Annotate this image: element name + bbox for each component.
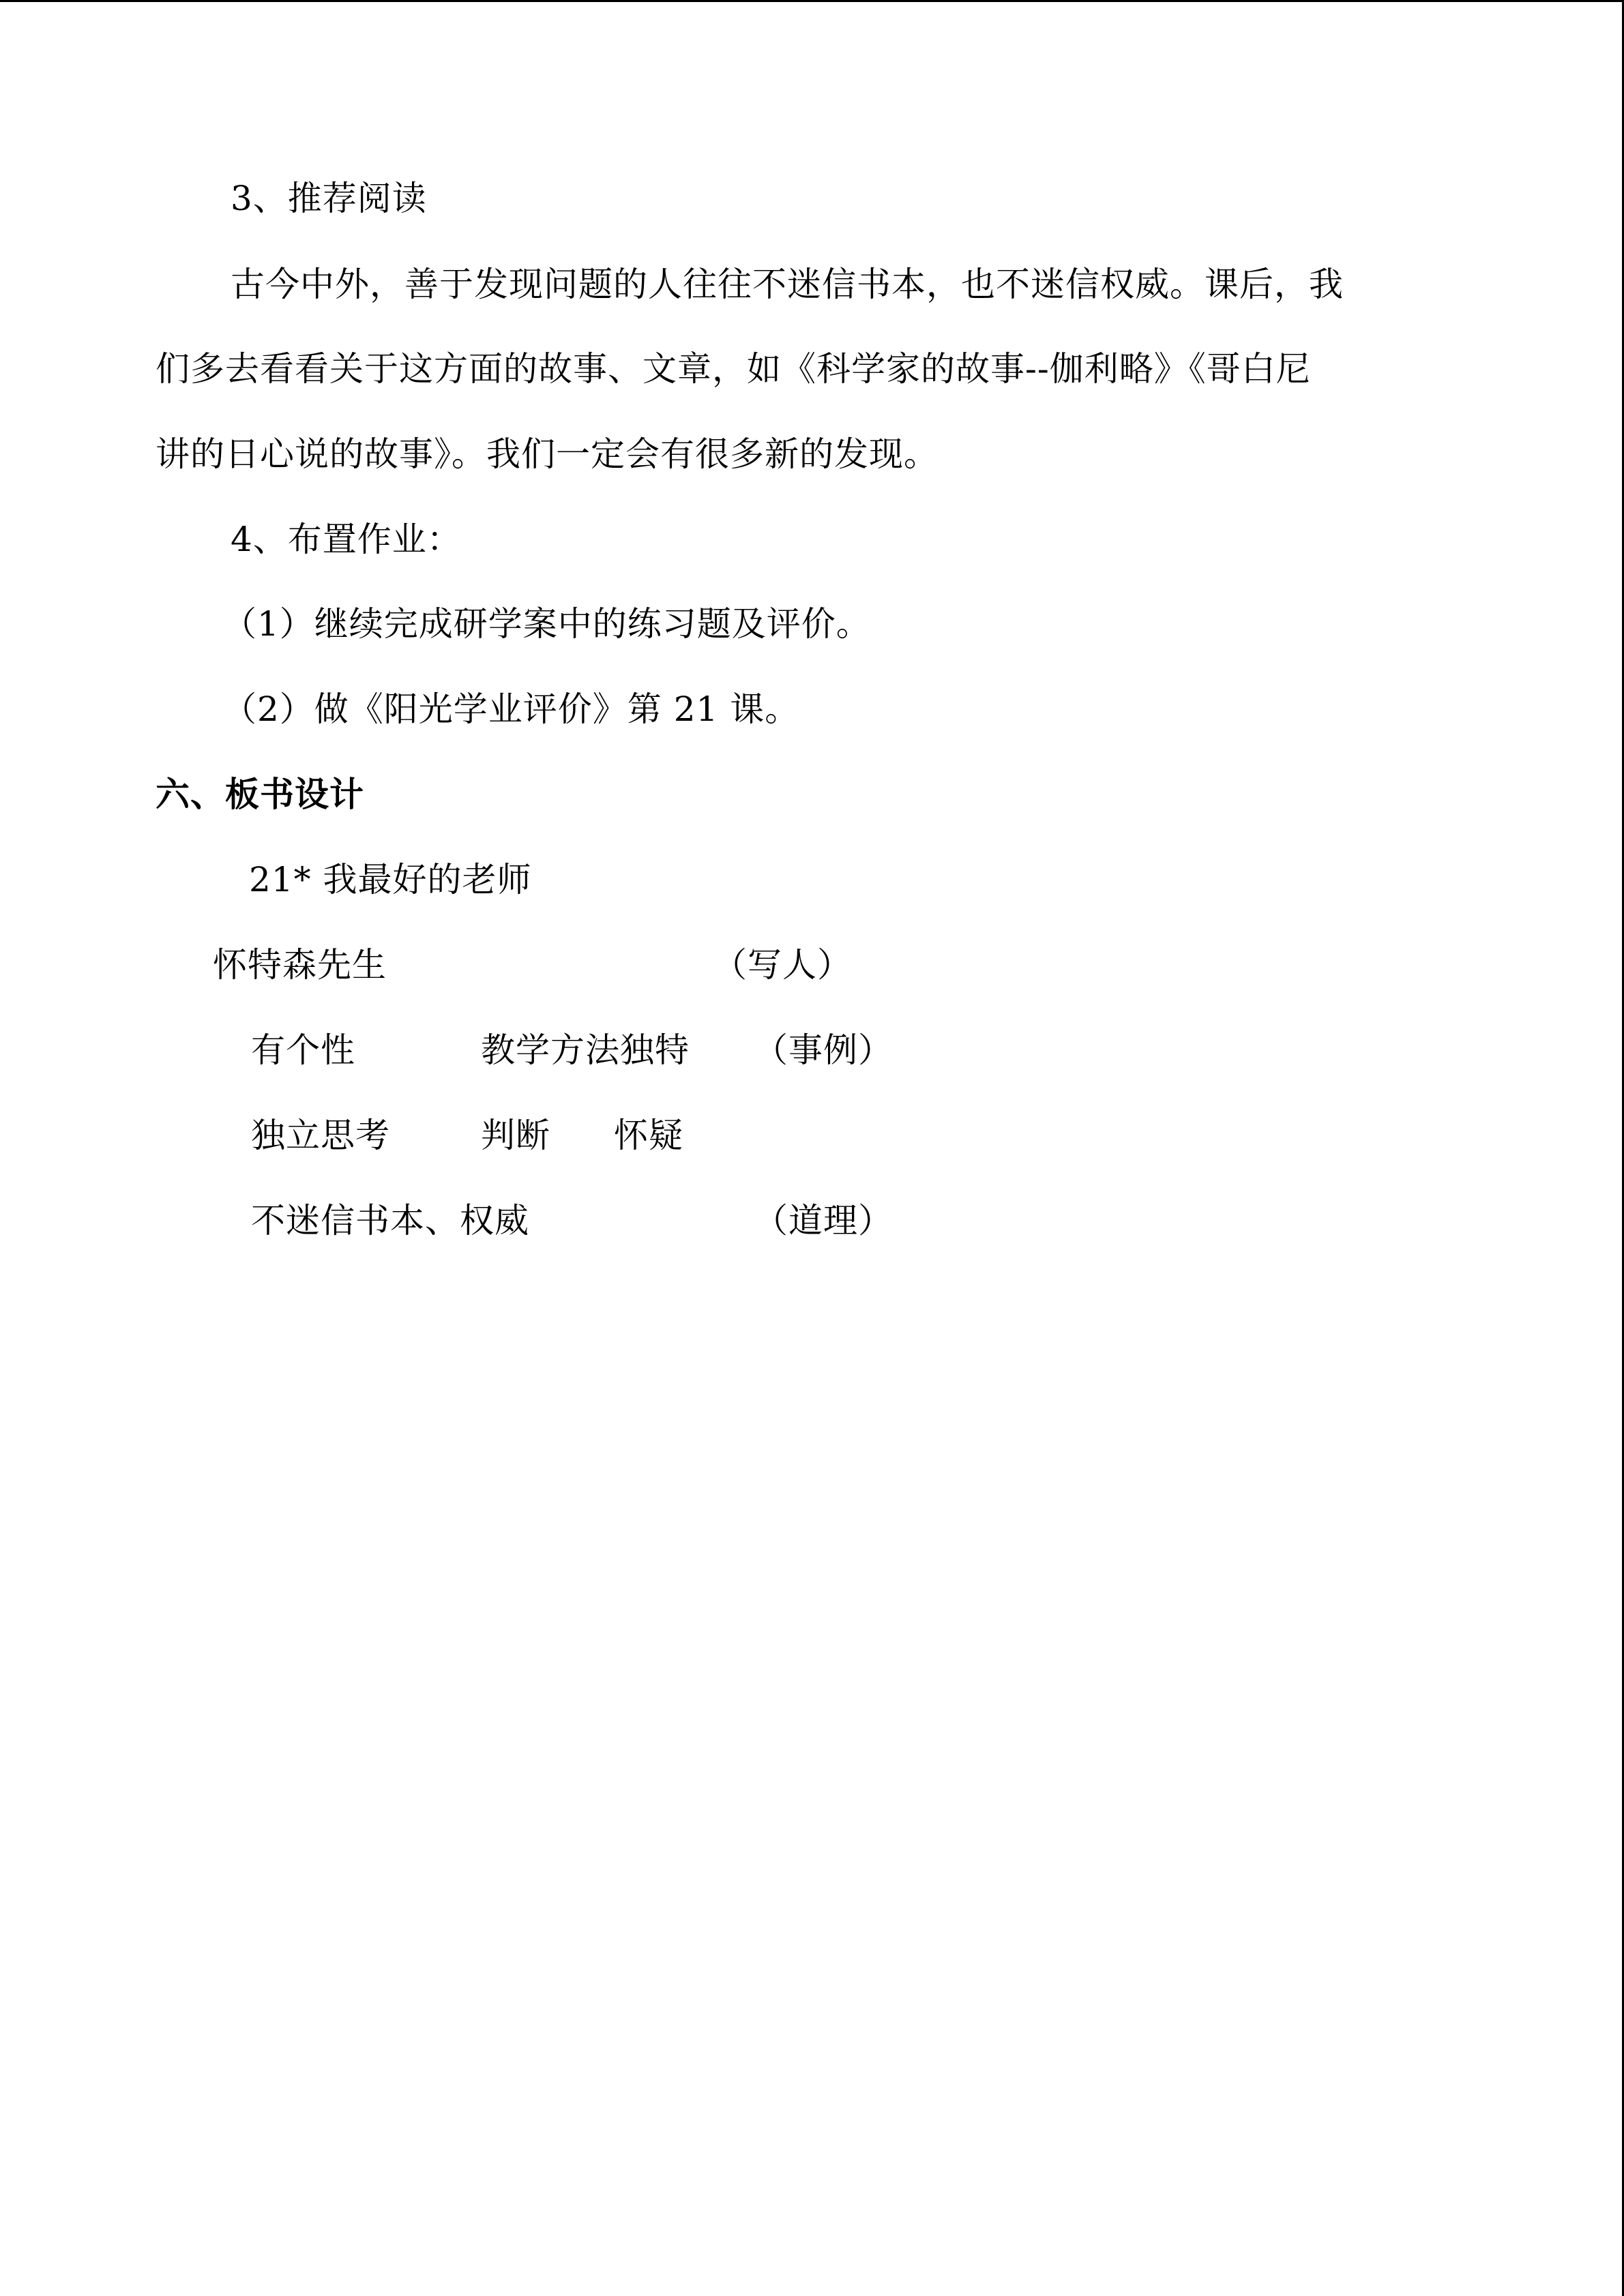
board-person: 怀特森先生: [213, 945, 387, 985]
board-principle-note: （道理）: [754, 1201, 893, 1240]
board-think: 独立思考: [251, 1116, 390, 1155]
board-method: 教学方法独特: [481, 1030, 690, 1070]
board-principle: 不迷信书本、权威: [251, 1201, 529, 1240]
board-judge: 判断: [481, 1116, 550, 1155]
recommend-paragraph-line-1: 古今中外，善于发现问题的人往往不迷信书本，也不迷信权威。课后，我: [231, 265, 1344, 304]
board-design-heading: 六、板书设计: [156, 775, 364, 814]
board-person-note: （写人）: [713, 945, 852, 985]
recommend-heading: 3、推荐阅读: [231, 179, 427, 218]
homework-item-1: （1）继续完成研学案中的练习题及评价。: [222, 604, 871, 644]
board-trait: 有个性: [251, 1030, 355, 1070]
board-doubt: 怀疑: [614, 1116, 683, 1155]
recommend-paragraph-line-3: 讲的日心说的故事》。我们一定会有很多新的发现。: [156, 434, 939, 474]
board-method-note: （事例）: [754, 1030, 893, 1070]
recommend-paragraph-line-2: 们多去看看关于这方面的故事、文章，如《科学家的故事--伽利略》《哥白尼: [156, 349, 1311, 389]
homework-item-2: （2）做《阳光学业评价》第 21 课。: [222, 689, 800, 729]
homework-heading: 4、布置作业：: [231, 520, 462, 559]
board-lesson-title: 21* 我最好的老师: [249, 860, 532, 899]
